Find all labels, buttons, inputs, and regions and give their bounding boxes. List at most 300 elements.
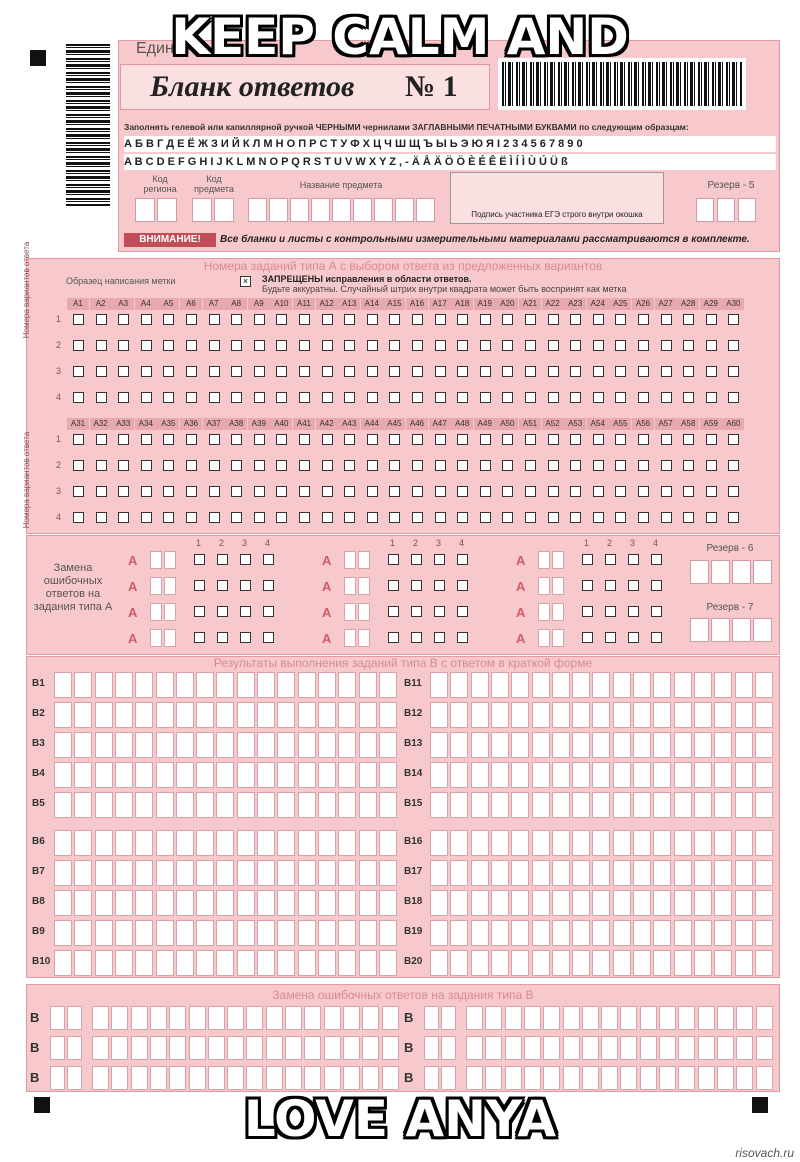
answer-checkbox[interactable] xyxy=(638,366,649,377)
b-answer-cell[interactable] xyxy=(131,1006,148,1030)
answer-checkbox[interactable] xyxy=(231,512,242,523)
answer-checkbox[interactable] xyxy=(525,486,536,497)
task-number-cell[interactable] xyxy=(150,577,162,595)
b-answer-cell[interactable] xyxy=(613,762,631,788)
b-answer-cell[interactable] xyxy=(338,672,356,698)
answer-checkbox[interactable] xyxy=(615,340,626,351)
b-answer-cell[interactable] xyxy=(135,860,153,886)
b-answer-cell[interactable] xyxy=(485,1006,502,1030)
answer-checkbox[interactable] xyxy=(254,314,265,325)
b-answer-cell[interactable] xyxy=(735,672,753,698)
b-answer-cell[interactable] xyxy=(150,1066,167,1090)
answer-checkbox[interactable] xyxy=(683,486,694,497)
answer-checkbox[interactable] xyxy=(118,512,129,523)
b-answer-cell[interactable] xyxy=(736,1006,753,1030)
b-answer-cell[interactable] xyxy=(298,950,316,976)
b-answer-cell[interactable] xyxy=(735,920,753,946)
answer-checkbox[interactable] xyxy=(457,392,468,403)
b-answer-cell[interactable] xyxy=(359,762,377,788)
b-answer-cell[interactable] xyxy=(95,950,113,976)
b-answer-cell[interactable] xyxy=(563,1066,580,1090)
b-answer-cell[interactable] xyxy=(735,890,753,916)
b-answer-cell[interactable] xyxy=(430,732,448,758)
answer-checkbox[interactable] xyxy=(254,366,265,377)
b-answer-cell[interactable] xyxy=(54,890,72,916)
b-answer-cell[interactable] xyxy=(169,1036,186,1060)
b-answer-cell[interactable] xyxy=(592,890,610,916)
b-answer-cell[interactable] xyxy=(633,890,651,916)
b-answer-cell[interactable] xyxy=(450,830,468,856)
answer-checkbox[interactable] xyxy=(435,366,446,377)
answer-checkbox[interactable] xyxy=(502,460,513,471)
b-answer-cell[interactable] xyxy=(74,830,92,856)
replace-a-checkbox[interactable] xyxy=(217,606,228,617)
answer-checkbox[interactable] xyxy=(299,486,310,497)
b-answer-cell[interactable] xyxy=(359,792,377,818)
b-answer-cell[interactable] xyxy=(338,860,356,886)
answer-checkbox[interactable] xyxy=(73,314,84,325)
answer-checkbox[interactable] xyxy=(389,486,400,497)
answer-checkbox[interactable] xyxy=(299,392,310,403)
answer-checkbox[interactable] xyxy=(163,434,174,445)
answer-checkbox[interactable] xyxy=(118,392,129,403)
replace-a-checkbox[interactable] xyxy=(457,554,468,565)
subject-name-cell[interactable] xyxy=(311,198,330,222)
b-answer-cell[interactable] xyxy=(524,1036,541,1060)
b-answer-cell[interactable] xyxy=(572,672,590,698)
answer-checkbox[interactable] xyxy=(118,486,129,497)
reserve-cell[interactable] xyxy=(732,560,751,584)
b-answer-cell[interactable] xyxy=(620,1036,637,1060)
b-answer-cell[interactable] xyxy=(298,792,316,818)
b-answer-cell[interactable] xyxy=(755,830,773,856)
b-answer-cell[interactable] xyxy=(298,732,316,758)
b-answer-cell[interactable] xyxy=(511,792,529,818)
answer-checkbox[interactable] xyxy=(141,340,152,351)
replace-a-checkbox[interactable] xyxy=(605,606,616,617)
b-answer-cell[interactable] xyxy=(674,890,692,916)
b-answer-cell[interactable] xyxy=(601,1006,618,1030)
replace-a-checkbox[interactable] xyxy=(388,580,399,591)
b-answer-cell[interactable] xyxy=(717,1036,734,1060)
answer-checkbox[interactable] xyxy=(367,460,378,471)
b-answer-cell[interactable] xyxy=(694,860,712,886)
b-answer-cell[interactable] xyxy=(633,860,651,886)
b-answer-cell[interactable] xyxy=(714,672,732,698)
task-number-cell[interactable] xyxy=(441,1066,456,1090)
answer-checkbox[interactable] xyxy=(118,434,129,445)
answer-checkbox[interactable] xyxy=(276,434,287,445)
b-answer-cell[interactable] xyxy=(74,890,92,916)
answer-checkbox[interactable] xyxy=(322,486,333,497)
b-answer-cell[interactable] xyxy=(95,830,113,856)
b-answer-cell[interactable] xyxy=(156,860,174,886)
answer-checkbox[interactable] xyxy=(389,460,400,471)
b-answer-cell[interactable] xyxy=(176,830,194,856)
b-answer-cell[interactable] xyxy=(74,950,92,976)
answer-checkbox[interactable] xyxy=(322,434,333,445)
b-answer-cell[interactable] xyxy=(318,702,336,728)
answer-checkbox[interactable] xyxy=(96,486,107,497)
b-answer-cell[interactable] xyxy=(285,1006,302,1030)
task-number-cell[interactable] xyxy=(344,577,356,595)
b-answer-cell[interactable] xyxy=(532,762,550,788)
b-answer-cell[interactable] xyxy=(532,792,550,818)
b-answer-cell[interactable] xyxy=(216,890,234,916)
answer-checkbox[interactable] xyxy=(728,486,739,497)
answer-checkbox[interactable] xyxy=(118,314,129,325)
b-answer-cell[interactable] xyxy=(613,792,631,818)
b-answer-cell[interactable] xyxy=(135,762,153,788)
b-answer-cell[interactable] xyxy=(359,950,377,976)
b-answer-cell[interactable] xyxy=(216,732,234,758)
answer-checkbox[interactable] xyxy=(615,392,626,403)
b-answer-cell[interactable] xyxy=(338,920,356,946)
b-answer-cell[interactable] xyxy=(362,1006,379,1030)
b-answer-cell[interactable] xyxy=(74,762,92,788)
b-answer-cell[interactable] xyxy=(298,890,316,916)
b-answer-cell[interactable] xyxy=(74,732,92,758)
b-answer-cell[interactable] xyxy=(115,762,133,788)
answer-checkbox[interactable] xyxy=(389,314,400,325)
b-answer-cell[interactable] xyxy=(246,1006,263,1030)
b-answer-cell[interactable] xyxy=(450,950,468,976)
b-answer-cell[interactable] xyxy=(694,792,712,818)
answer-checkbox[interactable] xyxy=(73,486,84,497)
answer-checkbox[interactable] xyxy=(276,340,287,351)
b-answer-cell[interactable] xyxy=(471,890,489,916)
answer-checkbox[interactable] xyxy=(457,434,468,445)
b-answer-cell[interactable] xyxy=(379,672,397,698)
b-answer-cell[interactable] xyxy=(543,1036,560,1060)
answer-checkbox[interactable] xyxy=(615,512,626,523)
b-answer-cell[interactable] xyxy=(298,860,316,886)
answer-checkbox[interactable] xyxy=(683,314,694,325)
b-answer-cell[interactable] xyxy=(471,860,489,886)
task-number-cell[interactable] xyxy=(150,603,162,621)
b-answer-cell[interactable] xyxy=(511,950,529,976)
b-answer-cell[interactable] xyxy=(318,920,336,946)
b-answer-cell[interactable] xyxy=(552,792,570,818)
b-answer-cell[interactable] xyxy=(563,1036,580,1060)
replace-a-checkbox[interactable] xyxy=(457,580,468,591)
answer-checkbox[interactable] xyxy=(231,392,242,403)
b-answer-cell[interactable] xyxy=(450,762,468,788)
answer-checkbox[interactable] xyxy=(570,460,581,471)
b-answer-cell[interactable] xyxy=(359,890,377,916)
answer-checkbox[interactable] xyxy=(435,340,446,351)
answer-checkbox[interactable] xyxy=(186,434,197,445)
b-answer-cell[interactable] xyxy=(640,1006,657,1030)
b-answer-cell[interactable] xyxy=(491,672,509,698)
answer-checkbox[interactable] xyxy=(141,512,152,523)
answer-checkbox[interactable] xyxy=(254,434,265,445)
b-answer-cell[interactable] xyxy=(115,702,133,728)
b-answer-cell[interactable] xyxy=(613,672,631,698)
task-number-cell[interactable] xyxy=(538,629,550,647)
b-answer-cell[interactable] xyxy=(572,860,590,886)
task-number-cell[interactable] xyxy=(50,1036,65,1060)
b-answer-cell[interactable] xyxy=(74,702,92,728)
b-answer-cell[interactable] xyxy=(698,1006,715,1030)
answer-checkbox[interactable] xyxy=(163,314,174,325)
answer-checkbox[interactable] xyxy=(367,366,378,377)
answer-checkbox[interactable] xyxy=(435,392,446,403)
answer-checkbox[interactable] xyxy=(502,314,513,325)
b-answer-cell[interactable] xyxy=(674,672,692,698)
answer-checkbox[interactable] xyxy=(615,366,626,377)
b-answer-cell[interactable] xyxy=(563,1006,580,1030)
replace-a-checkbox[interactable] xyxy=(411,632,422,643)
b-answer-cell[interactable] xyxy=(735,762,753,788)
answer-checkbox[interactable] xyxy=(638,434,649,445)
answer-checkbox[interactable] xyxy=(661,486,672,497)
answer-checkbox[interactable] xyxy=(593,486,604,497)
b-answer-cell[interactable] xyxy=(524,1066,541,1090)
b-answer-cell[interactable] xyxy=(466,1006,483,1030)
b-answer-cell[interactable] xyxy=(471,792,489,818)
b-answer-cell[interactable] xyxy=(756,1036,773,1060)
b-answer-cell[interactable] xyxy=(115,672,133,698)
b-answer-cell[interactable] xyxy=(237,762,255,788)
b-answer-cell[interactable] xyxy=(196,950,214,976)
replace-a-checkbox[interactable] xyxy=(388,606,399,617)
b-answer-cell[interactable] xyxy=(324,1036,341,1060)
b-answer-cell[interactable] xyxy=(54,732,72,758)
answer-checkbox[interactable] xyxy=(570,314,581,325)
b-answer-cell[interactable] xyxy=(613,890,631,916)
answer-checkbox[interactable] xyxy=(412,486,423,497)
b-answer-cell[interactable] xyxy=(257,672,275,698)
answer-checkbox[interactable] xyxy=(231,460,242,471)
b-answer-cell[interactable] xyxy=(674,950,692,976)
b-answer-cell[interactable] xyxy=(54,860,72,886)
b-answer-cell[interactable] xyxy=(505,1036,522,1060)
b-answer-cell[interactable] xyxy=(532,830,550,856)
answer-checkbox[interactable] xyxy=(367,434,378,445)
b-answer-cell[interactable] xyxy=(379,920,397,946)
replace-a-checkbox[interactable] xyxy=(628,606,639,617)
answer-checkbox[interactable] xyxy=(209,460,220,471)
b-answer-cell[interactable] xyxy=(755,672,773,698)
answer-checkbox[interactable] xyxy=(706,434,717,445)
answer-checkbox[interactable] xyxy=(570,512,581,523)
b-answer-cell[interactable] xyxy=(430,950,448,976)
answer-checkbox[interactable] xyxy=(299,512,310,523)
answer-checkbox[interactable] xyxy=(118,366,129,377)
subject-name-cell[interactable] xyxy=(269,198,288,222)
answer-checkbox[interactable] xyxy=(186,512,197,523)
answer-checkbox[interactable] xyxy=(163,340,174,351)
b-answer-cell[interactable] xyxy=(338,890,356,916)
b-answer-cell[interactable] xyxy=(338,950,356,976)
task-number-cell[interactable] xyxy=(552,577,564,595)
b-answer-cell[interactable] xyxy=(379,792,397,818)
answer-checkbox[interactable] xyxy=(412,460,423,471)
task-number-cell[interactable] xyxy=(552,603,564,621)
b-answer-cell[interactable] xyxy=(382,1066,399,1090)
b-answer-cell[interactable] xyxy=(471,830,489,856)
b-answer-cell[interactable] xyxy=(736,1066,753,1090)
b-answer-cell[interactable] xyxy=(318,792,336,818)
b-answer-cell[interactable] xyxy=(735,830,753,856)
b-answer-cell[interactable] xyxy=(430,830,448,856)
b-answer-cell[interactable] xyxy=(359,860,377,886)
replace-a-checkbox[interactable] xyxy=(605,632,616,643)
b-answer-cell[interactable] xyxy=(338,762,356,788)
b-answer-cell[interactable] xyxy=(466,1036,483,1060)
b-answer-cell[interactable] xyxy=(735,950,753,976)
answer-checkbox[interactable] xyxy=(548,460,559,471)
b-answer-cell[interactable] xyxy=(150,1006,167,1030)
b-answer-cell[interactable] xyxy=(362,1036,379,1060)
b-answer-cell[interactable] xyxy=(237,792,255,818)
answer-checkbox[interactable] xyxy=(389,366,400,377)
replace-a-checkbox[interactable] xyxy=(240,606,251,617)
b-answer-cell[interactable] xyxy=(532,702,550,728)
b-answer-cell[interactable] xyxy=(471,732,489,758)
answer-checkbox[interactable] xyxy=(502,366,513,377)
answer-checkbox[interactable] xyxy=(412,434,423,445)
answer-checkbox[interactable] xyxy=(570,340,581,351)
answer-checkbox[interactable] xyxy=(344,366,355,377)
answer-checkbox[interactable] xyxy=(344,434,355,445)
answer-checkbox[interactable] xyxy=(457,340,468,351)
b-answer-cell[interactable] xyxy=(471,762,489,788)
b-answer-cell[interactable] xyxy=(511,830,529,856)
answer-checkbox[interactable] xyxy=(73,512,84,523)
b-answer-cell[interactable] xyxy=(216,860,234,886)
answer-checkbox[interactable] xyxy=(706,340,717,351)
task-number-cell[interactable] xyxy=(164,551,176,569)
b-answer-cell[interactable] xyxy=(359,830,377,856)
b-answer-cell[interactable] xyxy=(95,702,113,728)
answer-checkbox[interactable] xyxy=(367,340,378,351)
b-answer-cell[interactable] xyxy=(653,830,671,856)
b-answer-cell[interactable] xyxy=(135,702,153,728)
b-answer-cell[interactable] xyxy=(694,672,712,698)
task-number-cell[interactable] xyxy=(358,577,370,595)
answer-checkbox[interactable] xyxy=(661,392,672,403)
b-answer-cell[interactable] xyxy=(694,890,712,916)
b-answer-cell[interactable] xyxy=(714,890,732,916)
answer-checkbox[interactable] xyxy=(457,314,468,325)
b-answer-cell[interactable] xyxy=(659,1066,676,1090)
b-answer-cell[interactable] xyxy=(552,830,570,856)
b-answer-cell[interactable] xyxy=(246,1066,263,1090)
b-answer-cell[interactable] xyxy=(714,830,732,856)
b-answer-cell[interactable] xyxy=(582,1066,599,1090)
subject-name-cell[interactable] xyxy=(395,198,414,222)
b-answer-cell[interactable] xyxy=(511,702,529,728)
answer-checkbox[interactable] xyxy=(570,392,581,403)
b-answer-cell[interactable] xyxy=(613,950,631,976)
b-answer-cell[interactable] xyxy=(633,672,651,698)
answer-checkbox[interactable] xyxy=(73,392,84,403)
b-answer-cell[interactable] xyxy=(74,920,92,946)
b-answer-cell[interactable] xyxy=(95,890,113,916)
answer-checkbox[interactable] xyxy=(548,392,559,403)
b-answer-cell[interactable] xyxy=(430,920,448,946)
answer-checkbox[interactable] xyxy=(548,512,559,523)
b-answer-cell[interactable] xyxy=(176,950,194,976)
answer-checkbox[interactable] xyxy=(254,512,265,523)
answer-checkbox[interactable] xyxy=(186,392,197,403)
b-answer-cell[interactable] xyxy=(698,1066,715,1090)
answer-checkbox[interactable] xyxy=(231,486,242,497)
replace-a-checkbox[interactable] xyxy=(434,580,445,591)
task-number-cell[interactable] xyxy=(344,603,356,621)
b-answer-cell[interactable] xyxy=(156,702,174,728)
replace-a-checkbox[interactable] xyxy=(194,580,205,591)
b-answer-cell[interactable] xyxy=(227,1036,244,1060)
b-answer-cell[interactable] xyxy=(54,830,72,856)
answer-checkbox[interactable] xyxy=(683,460,694,471)
replace-a-checkbox[interactable] xyxy=(194,554,205,565)
b-answer-cell[interactable] xyxy=(532,672,550,698)
answer-checkbox[interactable] xyxy=(502,392,513,403)
replace-a-checkbox[interactable] xyxy=(217,632,228,643)
answer-checkbox[interactable] xyxy=(299,340,310,351)
answer-checkbox[interactable] xyxy=(570,486,581,497)
task-number-cell[interactable] xyxy=(67,1036,82,1060)
task-number-cell[interactable] xyxy=(150,629,162,647)
answer-checkbox[interactable] xyxy=(141,434,152,445)
subject-name-cell[interactable] xyxy=(290,198,309,222)
b-answer-cell[interactable] xyxy=(714,702,732,728)
subject-name-cell[interactable] xyxy=(332,198,351,222)
b-answer-cell[interactable] xyxy=(135,920,153,946)
answer-checkbox[interactable] xyxy=(96,392,107,403)
b-answer-cell[interactable] xyxy=(552,890,570,916)
b-answer-cell[interactable] xyxy=(324,1006,341,1030)
b-answer-cell[interactable] xyxy=(54,792,72,818)
task-number-cell[interactable] xyxy=(50,1006,65,1030)
b-answer-cell[interactable] xyxy=(674,792,692,818)
b-answer-cell[interactable] xyxy=(572,702,590,728)
b-answer-cell[interactable] xyxy=(653,860,671,886)
answer-checkbox[interactable] xyxy=(344,392,355,403)
b-answer-cell[interactable] xyxy=(135,792,153,818)
b-answer-cell[interactable] xyxy=(216,672,234,698)
answer-checkbox[interactable] xyxy=(593,434,604,445)
subject-code-cell[interactable] xyxy=(192,198,212,222)
b-answer-cell[interactable] xyxy=(755,702,773,728)
answer-checkbox[interactable] xyxy=(412,392,423,403)
b-answer-cell[interactable] xyxy=(135,950,153,976)
subject-code-cell[interactable] xyxy=(214,198,234,222)
task-number-cell[interactable] xyxy=(424,1006,439,1030)
answer-checkbox[interactable] xyxy=(480,434,491,445)
b-answer-cell[interactable] xyxy=(135,672,153,698)
b-answer-cell[interactable] xyxy=(678,1006,695,1030)
subject-name-cell[interactable] xyxy=(248,198,267,222)
b-answer-cell[interactable] xyxy=(572,792,590,818)
b-answer-cell[interactable] xyxy=(266,1006,283,1030)
b-answer-cell[interactable] xyxy=(115,920,133,946)
b-answer-cell[interactable] xyxy=(115,792,133,818)
b-answer-cell[interactable] xyxy=(285,1066,302,1090)
answer-checkbox[interactable] xyxy=(502,512,513,523)
b-answer-cell[interactable] xyxy=(237,672,255,698)
replace-a-checkbox[interactable] xyxy=(194,632,205,643)
answer-checkbox[interactable] xyxy=(683,366,694,377)
answer-checkbox[interactable] xyxy=(141,366,152,377)
b-answer-cell[interactable] xyxy=(382,1006,399,1030)
replace-a-checkbox[interactable] xyxy=(263,606,274,617)
b-answer-cell[interactable] xyxy=(277,830,295,856)
b-answer-cell[interactable] xyxy=(466,1066,483,1090)
